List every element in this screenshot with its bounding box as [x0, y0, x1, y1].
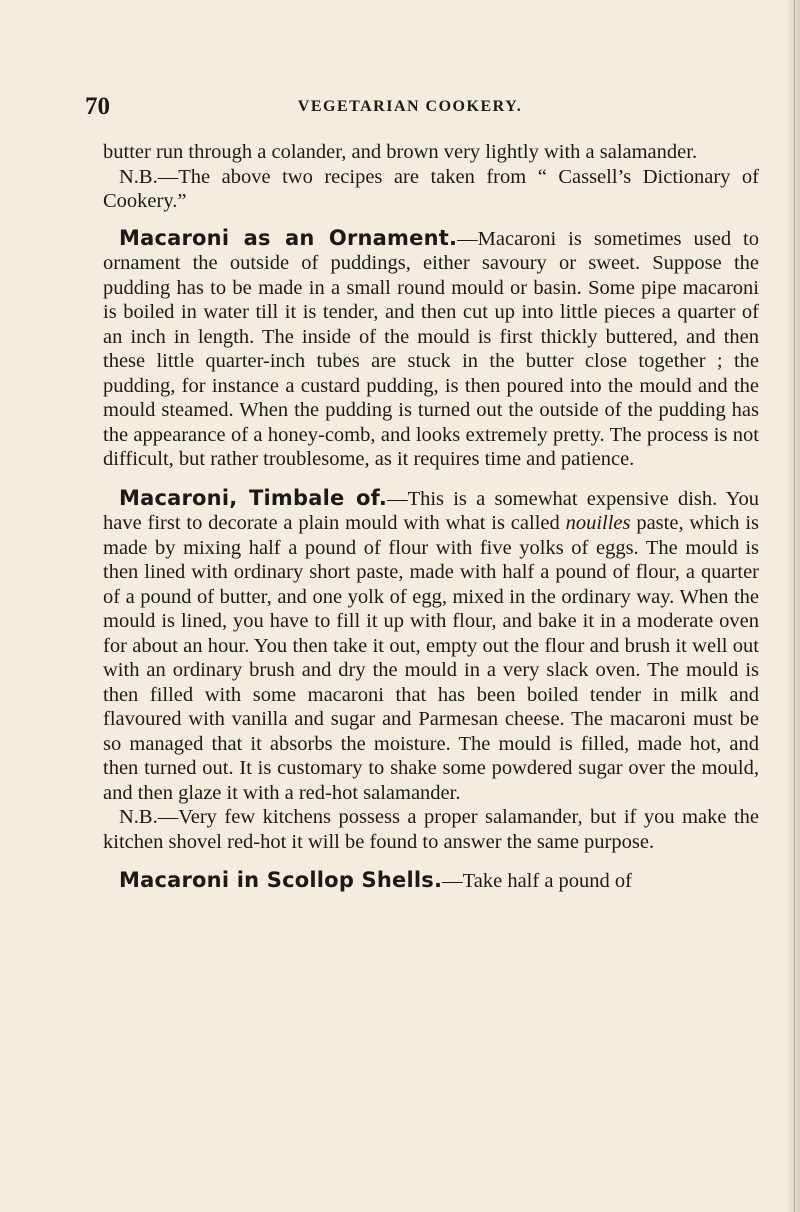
paragraph-nb-cassell [103, 165, 759, 214]
recipe-macaroni-timbale [103, 486, 759, 806]
paragraph-text: —This is a somewhat expensive dish. You have first to decorate a plain mould with what is called [103, 487, 759, 534]
recipe-heading: Macaroni in Scollop Shells. [119, 868, 443, 892]
page-header [85, 92, 735, 122]
italic-term: nouilles [565, 512, 631, 534]
paragraph-text: butter run through a colander, and brown very lightly with a salamander. [103, 141, 698, 163]
paragraph-text: paste, which is made by mixing half a pound of flour with five yolks of eggs. The mould is then lined with ordinary short paste, made with half a pound of flour, a quarter of a pound of butter, and one yolk of egg, mixed in the ordinary way. When the mould is lined, you have to fill it up with flour, and bake it in a moderate oven for about an hour. You then take it out, empty out the flour and brush it well out with an ordinary brush and dry the mould in a very slack oven. The mould is then filled with some macaroni that has been boiled tender in milk and flavoured with vanilla and sugar and Parmesan cheese. The macaroni must be so managed that it absorbs the moisture. The mould is filled, made hot, and then turned out. It is customary to shake some powdered sugar over the mould, and then glaze it with a red-hot salamander. [103, 512, 759, 804]
paragraph-nb-salamander [103, 805, 759, 854]
recipe-macaroni-scollop [103, 868, 759, 894]
paragraph-text: N.B.—The above two recipes are taken from “ Cassell’s Dictionary of Cookery.” [103, 165, 759, 212]
page-edge [786, 0, 800, 1212]
paragraph-text: —Macaroni is sometimes used to ornament the outside of puddings, either savoury or sweet. Suppose the pudding has to be made in a small round mould or basin. Some pipe macaroni is boiled in water till it is tender, and then cut up into little pieces a quarter of an inch in length. The inside of the mould is first thickly buttered, and then these little quarter-inch tubes are stuck in the butter close together ; the pudding, for instance a custard pudding, is then poured into the mould and the mould steamed. When the pudding is turned out the outside of the pudding has the appearance of a honey-comb, and looks extremely pretty. The process is not difficult, but rather troublesome, as it requires time and patience. [103, 227, 759, 470]
paragraph-text: —Take half a pound of [442, 870, 632, 892]
running-head: VEGETARIAN COOKERY. [297, 98, 523, 115]
recipe-heading: Macaroni as an Ornament. [119, 225, 458, 250]
body-text [103, 140, 759, 894]
paragraph-butter-continuation [103, 140, 759, 165]
paragraph-text: N.B.—Very few kitchens possess a proper salamander, but if you make the kitchen shovel red-hot it will be found to answer the same purpose. [103, 806, 759, 853]
page-number: 70 [85, 93, 110, 120]
recipe-heading: Macaroni, Timbale of. [119, 485, 388, 510]
recipe-macaroni-ornament [103, 226, 759, 472]
